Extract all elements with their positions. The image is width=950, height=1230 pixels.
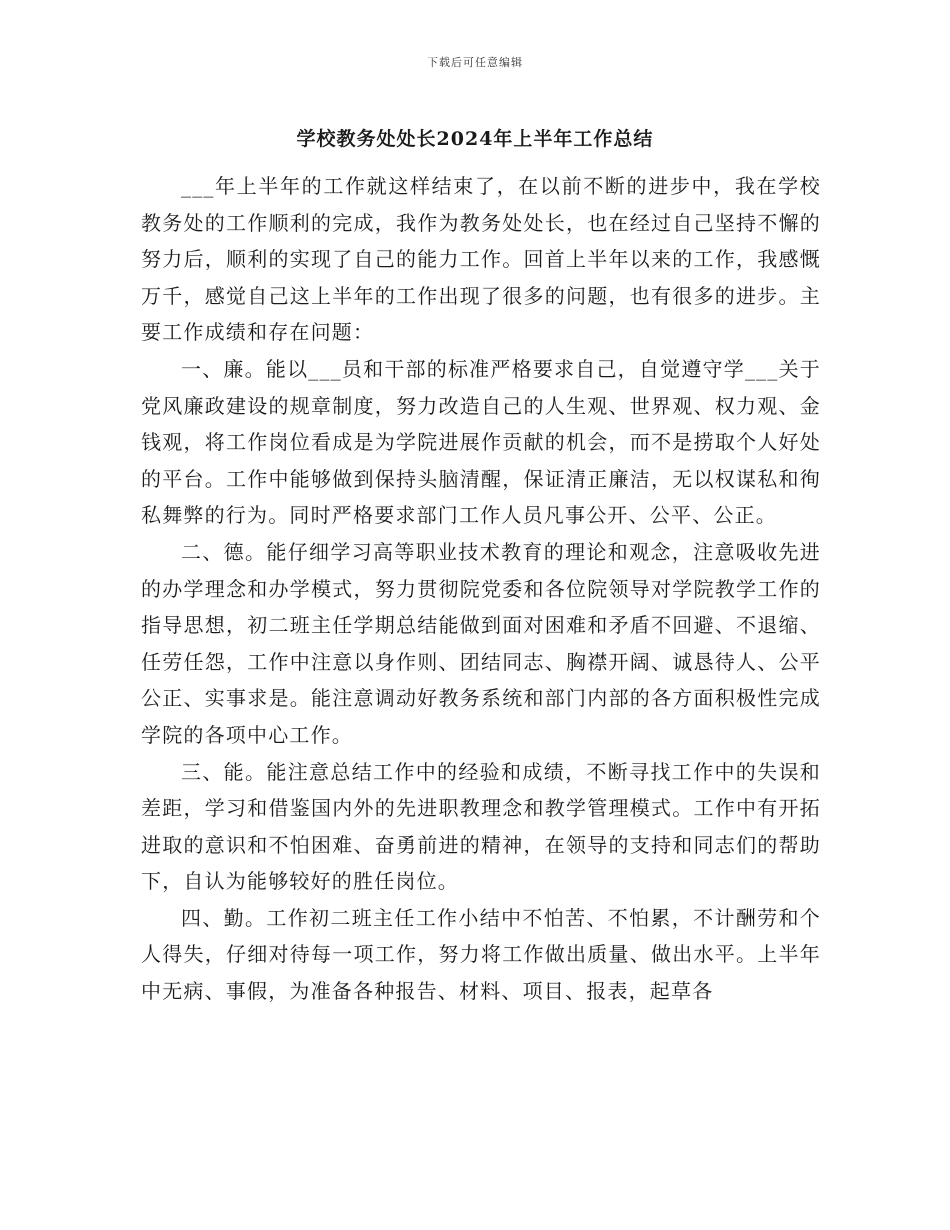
document-body (141, 168, 821, 1010)
document-title: 学校教务处处长2024年上半年工作总结 (296, 128, 654, 150)
body-paragraph-diligence: 四、勤。工作初二班主任工作小结中不怕苦、不怕累，不计酬劳和个人得失，仔细对待每一项工作，努力将工作做出质量、做出水平。上半年中无病、事假，为准备各种报告、材料、项目、报表，起草各 (141, 905, 821, 1004)
body-paragraph-ability: 三、能。能注意总结工作中的经验和成绩，不断寻找工作中的失误和差距，学习和借鉴国内外的先进职教理念和教学管理模式。工作中有开拓进取的意识和不怕困难、奋勇前进的精神，在领导的支持和同志们的帮助下，自认为能够较好的胜任岗位。 (141, 759, 821, 894)
body-paragraph-intro: ___年上半年的工作就这样结束了，在以前不断的进步中，我在学校教务处的工作顺利的完成，我作为教务处处长，也在经过自己坚持不懈的努力后，顺利的实现了自己的能力工作。回首上半年以来的工作，我感慨万千，感觉自己这上半年的工作出现了很多的问题，也有很多的进步。主要工作成绩和存在问题： (141, 174, 821, 345)
body-paragraph-morality: 二、德。能仔细学习高等职业技术教育的理论和观念，注意吸收先进的办学理念和办学模式，努力贯彻院党委和各位院领导对学院教学工作的指导思想，初二班主任学期总结能做到面对困难和矛盾不回避、不退缩、任劳任怨，工作中注意以身作则、团结同志、胸襟开阔、诚恳待人、公平公正、实事求是。能注意调动好教务系统和部门内部的各方面积极性完成学院的各项中心工作。 (141, 539, 821, 747)
body-paragraph-integrity: 一、廉。能以___员和干部的标准严格要求自己，自觉遵守学___关于党风廉政建设的规章制度，努力改造自己的人生观、世界观、权力观、金钱观，将工作岗位看成是为学院进展作贡献的机会，而不是捞取个人好处的平台。工作中能够做到保持头脑清醒，保证清正廉洁，无以权谋私和徇私舞弊的行为。同时严格要求部门工作人员凡事公开、公平、公正。 (141, 356, 821, 528)
header-note: 下载后可任意编辑 (427, 56, 523, 69)
